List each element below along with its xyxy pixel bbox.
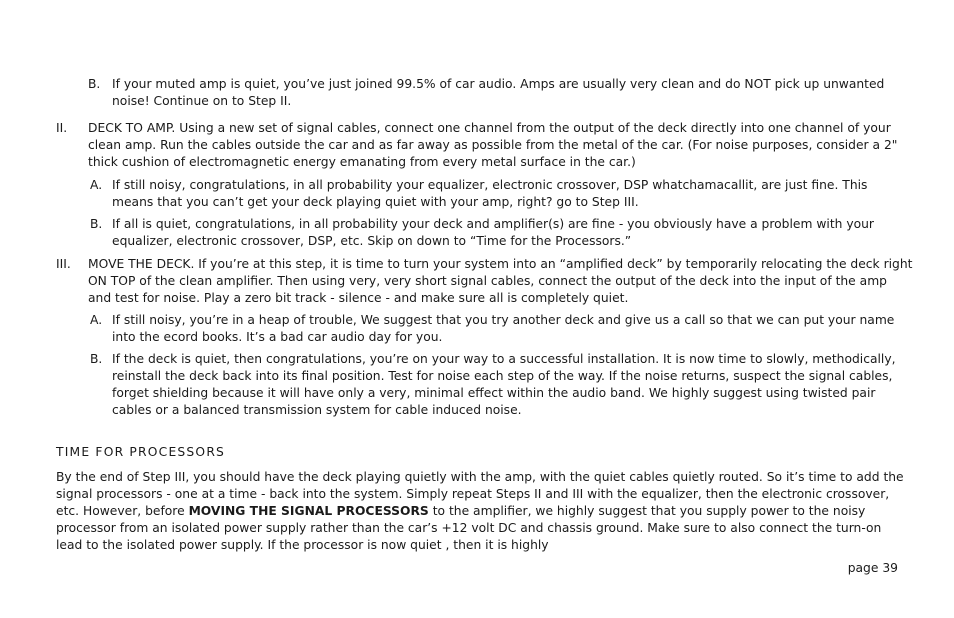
list-item-text: If the deck is quiet, then congratulations, you’re on your way to a successful installation. It is now time to slowly, methodically, reinstall the deck back into its final position. Test for noise each step of the way. If the noise returns, suspect the signal cables, forget shielding because it will have only a very, minimal effect within the audio band. We highly suggest using twisted pair cables or a balanced transmission system for cable induced noise. <box>112 352 896 417</box>
page-number: page 39 <box>847 561 898 575</box>
list-marker: B. <box>88 77 101 91</box>
paragraph-text-end: to the amplifier, we highly suggest that you supply power to the noisy processor from an isolated power supply rather than the car’s +12 volt DC and chassis ground. Make sure to also connect the turn-on lead to the isolated power supply. If the processor is now quiet , then it is highly <box>56 504 882 552</box>
paragraph-bold-text: MOVING THE SIGNAL PROCESSORS <box>188 504 429 518</box>
list-marker: A. <box>90 178 103 192</box>
list-item-text: If all is quiet, congratulations, in all probability your deck and amplifier(s) are fine - you obviously have a problem with your equalizer, electronic crossover, DSP, etc. Skip on down to “Time for the Processors.” <box>112 217 874 248</box>
list-marker: III. <box>56 257 71 271</box>
list-item-text: DECK TO AMP. Using a new set of signal cables, connect one channel from the output of the deck directly into one channel of your clean amp. Run the cables outside the car and as far away as possible from the metal of the car. (For noise purposes, consider a 2" thick cushion of electromagnetic energy emanating from every metal surface in the car.) <box>88 121 898 169</box>
section-paragraph <box>56 469 904 554</box>
list-marker: II. <box>56 121 68 135</box>
list-item-text: If still noisy, congratulations, in all probability your equalizer, electronic crossover, DSP whatchamacallit, are just fine. This means that you can’t get your deck playing quiet with your amp, right? go to Step III. <box>112 178 868 209</box>
list-marker: B. <box>90 352 103 366</box>
section-heading: TIME FOR PROCESSORS <box>56 445 226 459</box>
paragraph-text-start: By the end of Step III, you should have the deck playing quietly with the amp, with the quiet cables quietly routed. So it’s time to add the signal processors - one at a time - back into the system. Simply repeat Steps II and III with the equalizer, then the electronic crossover, etc. However, before <box>56 470 904 518</box>
list-marker: B. <box>90 217 103 231</box>
list-item-text: If your muted amp is quiet, you’ve just joined 99.5% of car audio. Amps are usually very clean and do NOT pick up unwanted noise! Continue on to Step II. <box>112 77 885 108</box>
list-item-text: If still noisy, you’re in a heap of trouble, We suggest that you try another deck and give us a call so that we can put your name into the ecord books. It’s a bad car audio day for you. <box>112 313 895 344</box>
list-item-text: MOVE THE DECK. If you’re at this step, it is time to turn your system into an “amplified deck” by temporarily relocating the deck right ON TOP of the clean amplifier. Then using very, very short signal cables, connect the output of the deck into the input of the amp and test for noise. Play a zero bit track - silence - and make sure all is completely quiet. <box>88 257 913 305</box>
list-marker: A. <box>90 313 103 327</box>
